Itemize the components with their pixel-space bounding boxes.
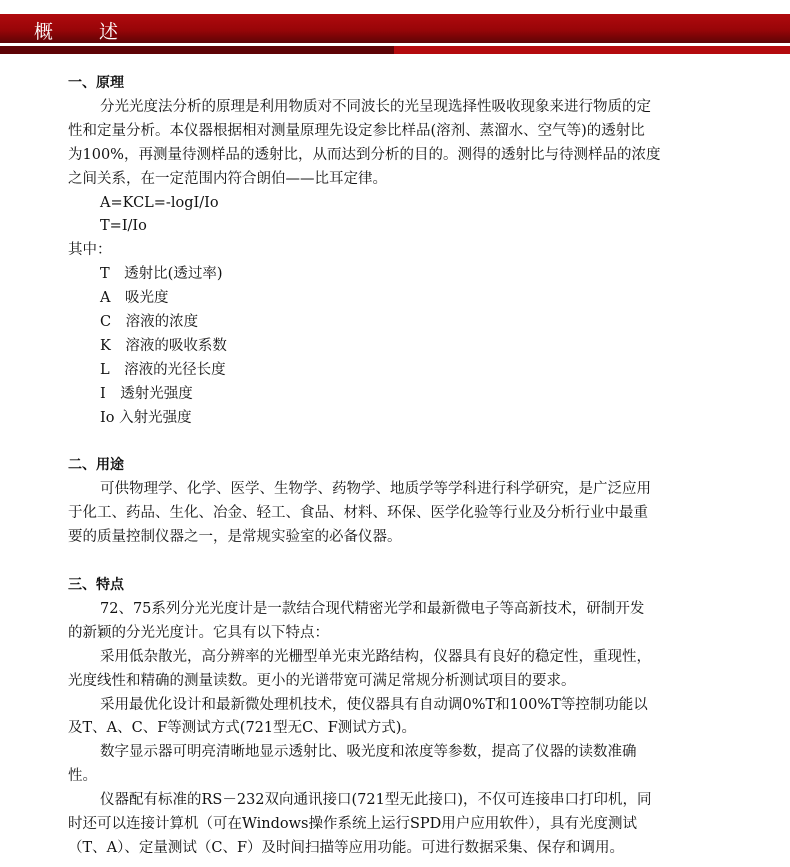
definition: K 溶液的吸收系数: [100, 337, 227, 354]
definition: T 透射比(透过率): [100, 266, 223, 283]
formula: A=KCL=-logI/Io: [100, 194, 219, 211]
paragraph-line: 性和定量分析。本仪器根据相对测量原理先设定参比样品(溶剂、蒸溜水、空气等)的透射比: [68, 122, 645, 139]
where-label: 其中：: [68, 242, 112, 259]
paragraph-line: 仪器配有标准的RS－232双向通讯接口(721型无此接口)，不仅可连接串口打印机，同: [100, 792, 652, 809]
definition: Io 入射光强度: [100, 409, 192, 426]
divider-red: [394, 46, 790, 54]
paragraph-line: 72、75系列分光光度计是一款结合现代精密光学和最新微电子等高新技术，研制开发: [100, 600, 645, 617]
heading-principle: 一、原理: [68, 75, 124, 91]
paragraph-line: 可供物理学、化学、医学、生物学、药物学、地质学等学科进行科学研究，是广泛应用: [100, 481, 651, 498]
heading-usage: 二、用途: [68, 457, 124, 474]
paragraph-line: 及T、A、C、F等测试方式(721型无C、F测试方式)。: [68, 720, 416, 737]
overview-content: [68, 72, 768, 861]
definition: C 溶液的浓度: [100, 314, 199, 331]
heading-features: 三、特点: [68, 577, 124, 593]
paragraph-line: 分光光度法分析的原理是利用物质对不同波长的光呈现选择性吸收现象来进行物质的定: [100, 98, 651, 115]
paragraph-line: （T、A）、定量测试（C、F）及时间扫描等应用功能。可进行数据采集、保存和调用。: [68, 839, 625, 856]
paragraph-line: 时还可以连接计算机（可在Windows操作系统上运行SPD用户应用软件），具有光度测试: [68, 816, 638, 833]
paragraph-line: 性。: [68, 768, 97, 785]
paragraph-line: 采用最优化设计和最新微处理机技术，使仪器具有自动调0%T和100%T等控制功能以: [100, 696, 648, 713]
paragraph-line: 之间关系，在一定范围内符合朗伯——比耳定律。: [68, 170, 387, 187]
section-header-bar: [0, 14, 790, 43]
definition: I 透射光强度: [100, 385, 193, 402]
formula: T=I/Io: [100, 218, 147, 235]
paragraph-line: 数字显示器可明亮清晰地显示透射比、吸光度和浓度等参数，提高了仪器的读数准确: [100, 744, 637, 761]
divider-dark: [0, 46, 394, 54]
definition: A 吸光度: [100, 290, 169, 307]
paragraph-line: 于化工、药品、生化、冶金、轻工、食品、材料、环保、医学化验等行业及分析行业中最重: [68, 505, 648, 522]
definition: L 溶液的光径长度: [100, 361, 226, 378]
paragraph-line: 为100%，再测量待测样品的透射比，从而达到分析的目的。测得的透射比与待测样品的浓度: [68, 146, 661, 163]
section-title: 概 述: [34, 21, 139, 43]
paragraph-line: 光度线性和精确的测量读数。更小的光谱带宽可满足常规分析测试项目的要求。: [68, 672, 576, 689]
paragraph-line: 采用低杂散光，高分辨率的光栅型单光束光路结构，仪器具有良好的稳定性，重现性，: [100, 648, 651, 665]
paragraph-line: 要的质量控制仪器之一，是常规实验室的必备仪器。: [68, 529, 402, 546]
paragraph-line: 的新颖的分光光度计。它具有以下特点：: [68, 624, 329, 641]
